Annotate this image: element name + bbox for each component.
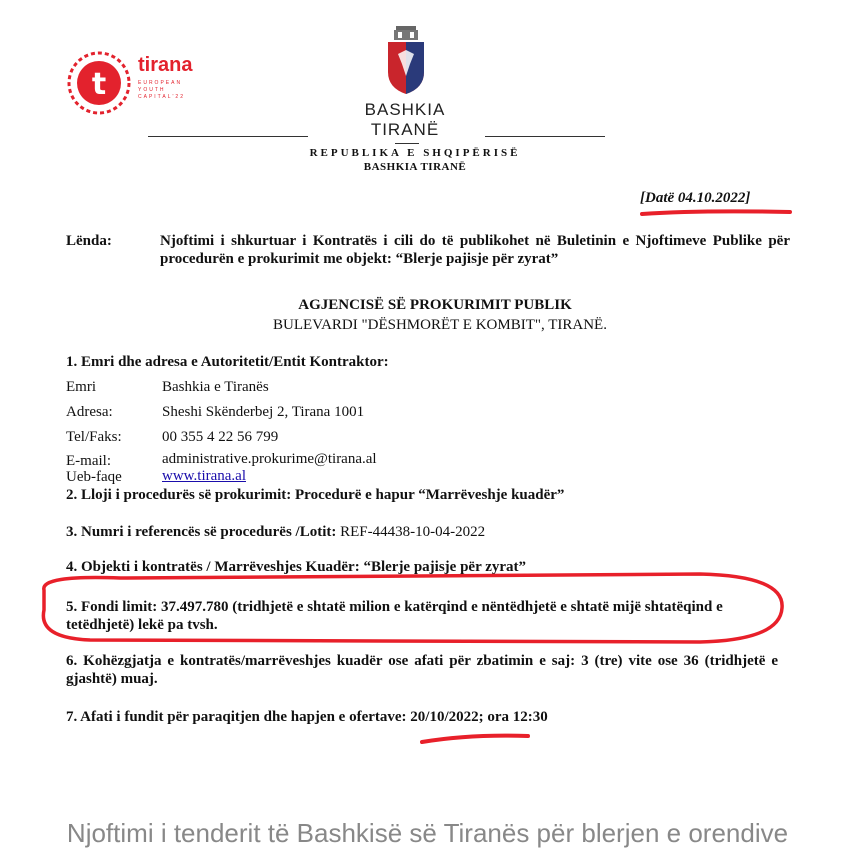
section-4-object: 4. Objekti i kontratës / Marrëveshjes Kuadër: “Blerje pajisje për zyrat” bbox=[66, 559, 527, 575]
contact-label-website: Ueb-faqe bbox=[66, 469, 122, 485]
contact-label-address: Adresa: bbox=[66, 404, 113, 420]
section-5-fund-limit: 5. Fondi limit: 37.497.780 (tridhjetë e shtatë milion e katërqind e nëntëdhjetë e shtatë mijë shtatëqind e tetëdhjetë) lekë pa tvsh. bbox=[66, 599, 723, 633]
agency-name: AGJENCISË SË PROKURIMIT PUBLIK bbox=[298, 297, 572, 313]
bashkia-crest-icon bbox=[384, 24, 428, 96]
document-date: [Datë 04.10.2022] bbox=[640, 190, 751, 206]
tirana-youth-capital-logo bbox=[66, 50, 206, 118]
header-divider-right bbox=[485, 136, 605, 137]
section-6-duration: 6. Kohëzgjatja e kontratës/marrëveshjes kuadër ose afati për zbatimin e saj: 3 (tre) vite ose 36 (tridhjetë e gjashtë) muaj. bbox=[66, 653, 778, 687]
header-divider-left bbox=[148, 136, 308, 137]
bashkia-title-line1: BASHKIA bbox=[364, 100, 446, 119]
svg-text:t: t bbox=[91, 67, 107, 102]
date-underline-mark bbox=[642, 211, 790, 214]
contact-label-email: E-mail: bbox=[66, 453, 111, 469]
contact-value-email: administrative.prokurime@tirana.al bbox=[162, 451, 377, 467]
contact-value-phone: 00 355 4 22 56 799 bbox=[162, 429, 279, 445]
bashkia-title-line2: TIRANË bbox=[370, 120, 440, 139]
section-3-label: 3. Numri i referencës së procedurës /Lotit: bbox=[66, 524, 337, 540]
deadline-underline-mark bbox=[422, 736, 528, 742]
bashkia-logo-title bbox=[330, 100, 480, 140]
header-divider-center bbox=[395, 143, 419, 144]
section-1-title: 1. Emri dhe adresa e Autoritetit/Entit Kontraktor: bbox=[66, 354, 389, 370]
republika-heading: REPUBLIKA E SHQIPËRISË bbox=[309, 147, 521, 159]
section-2-procedure-type: 2. Lloji i procedurës së prokurimit: Procedurë e hapur “Marrëveshje kuadër” bbox=[66, 487, 565, 503]
tirana-logo-word: tirana bbox=[138, 54, 193, 76]
website-link[interactable]: www.tirana.al bbox=[162, 468, 246, 484]
contact-label-name: Emri bbox=[66, 379, 96, 395]
contact-label-phone: Tel/Faks: bbox=[66, 429, 122, 445]
subject-label: Lënda: bbox=[66, 233, 112, 249]
tirana-t-logo-icon bbox=[66, 50, 132, 116]
subject-text: Njoftimi i shkurtuar i Kontratës i cili do të publikohet në Buletinin e Njoftimeve Publike për procedurën e prokurimit me objekt: “Blerje pajisje për zyrat” bbox=[160, 233, 790, 267]
contact-value-address: Sheshi Skënderbej 2, Tirana 1001 bbox=[162, 404, 365, 420]
bashkia-heading: BASHKIA TIRANË bbox=[363, 161, 467, 173]
section-3-reference bbox=[66, 523, 786, 541]
section-3-value: REF-44438-10-04-2022 bbox=[336, 524, 486, 540]
section-7-deadline: 7. Afati i fundit për paraqitjen dhe hapjen e ofertave: 20/10/2022; ora 12:30 bbox=[66, 709, 548, 725]
contact-value-name: Bashkia e Tiranës bbox=[162, 379, 269, 395]
image-caption: Njoftimi i tenderit të Bashkisë së Tiranës për blerjen e orendive bbox=[66, 818, 789, 848]
agency-address: BULEVARDI "DËSHMORËT E KOMBIT", TIRANË. bbox=[273, 317, 607, 333]
tirana-logo-subtitle: EUROPEAN YOUTH CAPITAL'22 bbox=[138, 80, 185, 100]
